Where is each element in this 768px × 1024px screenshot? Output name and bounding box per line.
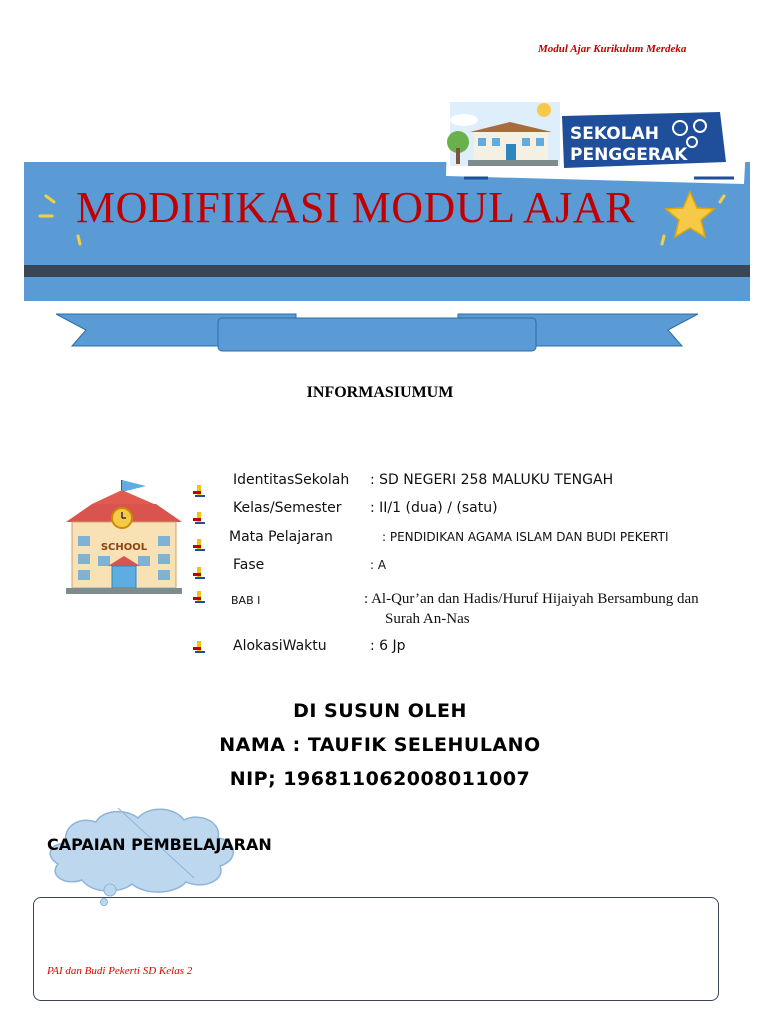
author-nip: NIP; 196811062008011007	[229, 768, 531, 790]
school-building-image	[62, 478, 186, 598]
bullet-icon	[193, 590, 207, 604]
info-label-bab: BAB I	[231, 594, 261, 607]
decorative-ribbon	[56, 310, 698, 356]
info-label-kelas: Kelas/Semester	[233, 500, 342, 516]
capaian-box	[33, 897, 719, 1001]
info-value-bab-line2: Surah An-Nas	[385, 611, 470, 627]
capaian-title: CAPAIAN PEMBELAJARAN	[47, 835, 272, 854]
bullet-icon	[193, 566, 207, 580]
author-name: NAMA : TAUFIK SELEHULANO	[219, 734, 541, 756]
info-heading: INFORMASIUMUM	[306, 384, 454, 401]
author-heading: DI SUSUN OLEH	[293, 700, 467, 722]
capaian-subject-note: PAI dan Budi Pekerti SD Kelas 2	[47, 965, 193, 977]
info-value-kelas: : II/1 (dua) / (satu)	[370, 500, 498, 516]
info-value-mapel: : PENDIDIKAN AGAMA ISLAM DAN BUDI PEKERTI	[382, 530, 669, 544]
bullet-icon	[193, 484, 207, 498]
bullet-icon	[193, 640, 207, 654]
info-value-identitas: : SD NEGERI 258 MALUKU TENGAH	[370, 472, 614, 488]
page-title: MODIFIKASI MODUL AJAR	[76, 183, 635, 232]
cloud-callout	[36, 804, 246, 906]
info-label-mapel: Mata Pelajaran	[229, 529, 333, 545]
info-label-identitas: IdentitasSekolah	[233, 472, 350, 488]
info-value-alokasi: : 6 Jp	[370, 638, 406, 654]
header-note: Modul Ajar Kurikulum Merdeka	[538, 43, 687, 55]
banner-stripe	[24, 265, 750, 277]
badge-line2: PENGGERAK	[570, 145, 688, 165]
info-value-fase: : A	[370, 558, 387, 572]
star-icon	[658, 186, 728, 250]
info-value-bab: : Al-Qur’an dan Hadis/Huruf Hijaiyah Bersambung dan	[364, 591, 699, 607]
school-label: SCHOOL	[100, 542, 148, 553]
badge-line1: SEKOLAH	[570, 124, 659, 144]
sekolah-penggerak-logo	[444, 98, 752, 186]
bullet-icon	[193, 511, 207, 525]
info-label-alokasi: AlokasiWaktu	[233, 638, 327, 654]
info-label-fase: Fase	[233, 557, 265, 573]
bullet-icon	[193, 538, 207, 552]
